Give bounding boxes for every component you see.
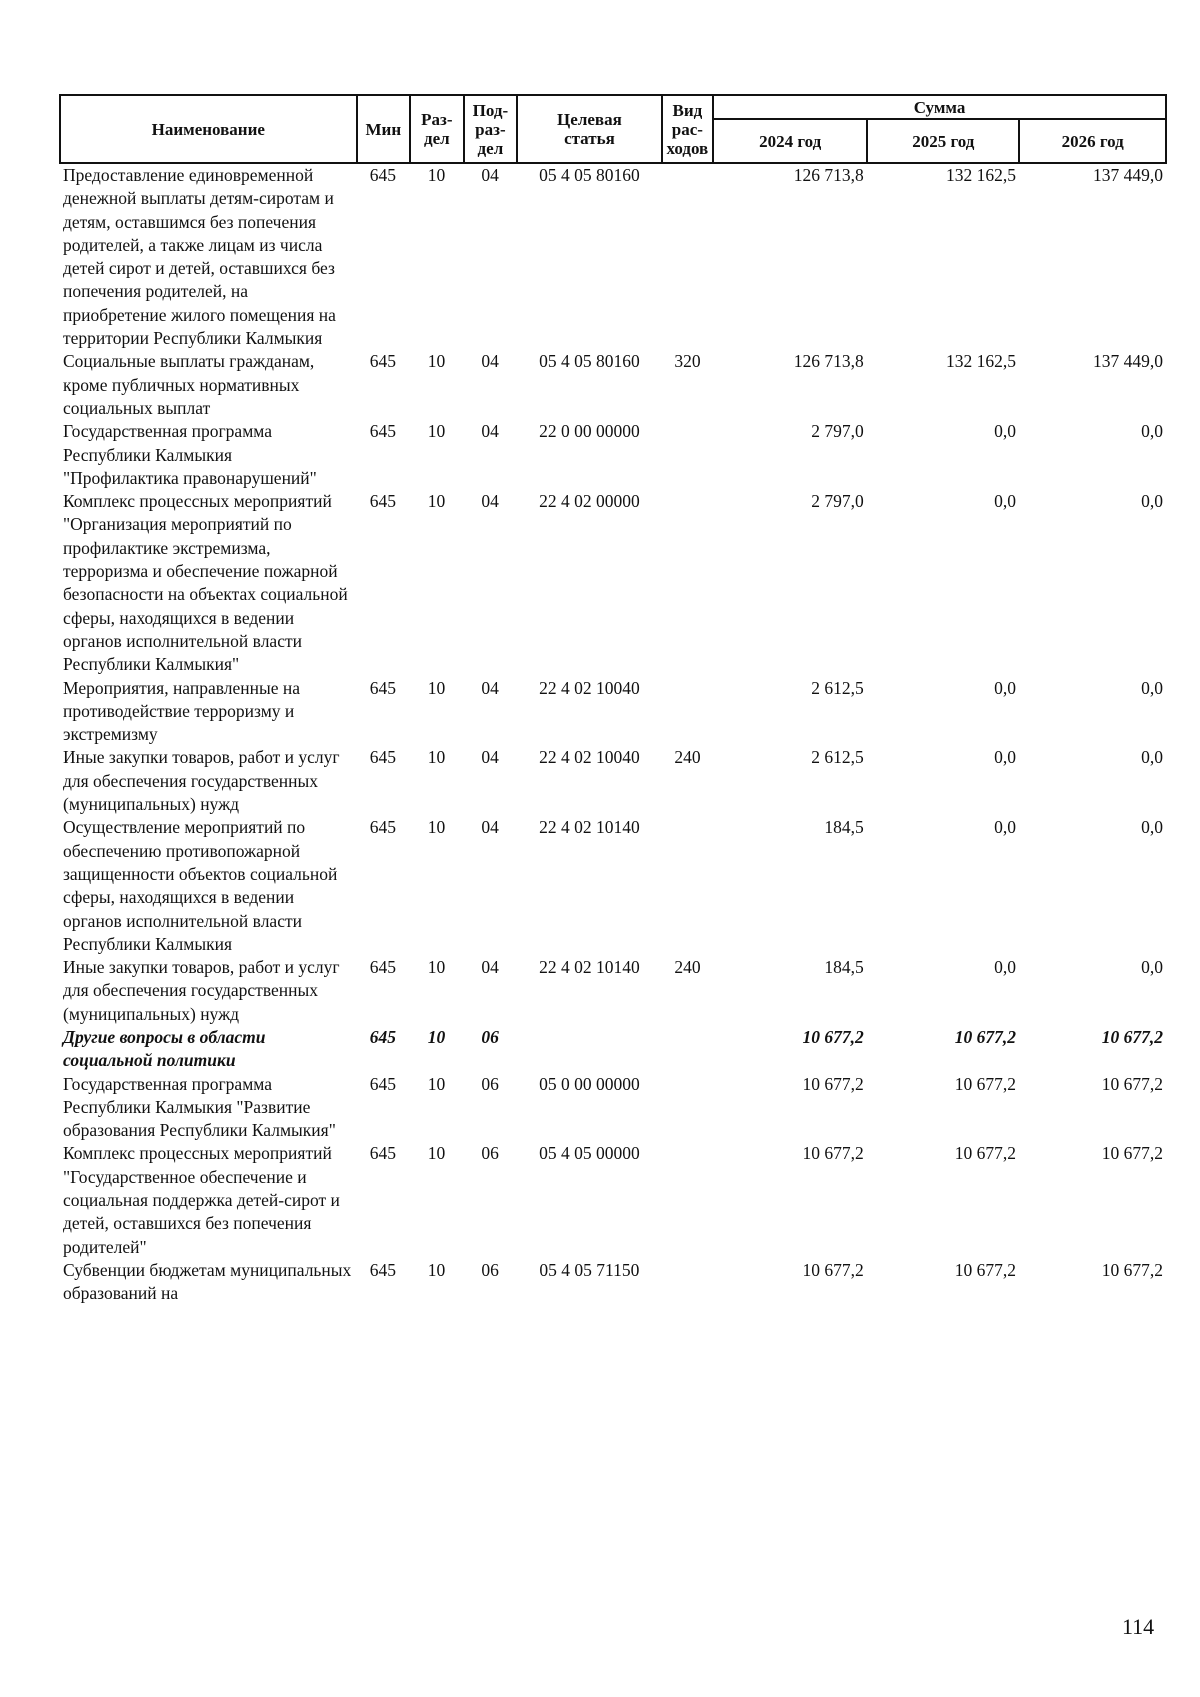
row-razdel: 10 <box>427 1143 446 1164</box>
row-sum-2024: 10 677,2 <box>802 1143 864 1164</box>
row-sum-2026: 0,0 <box>1141 747 1163 768</box>
row-sum-2026: 0,0 <box>1141 957 1163 978</box>
row-vid-rashodov: 240 <box>674 957 701 978</box>
row-sum-2026: 10 677,2 <box>1101 1259 1163 1280</box>
row-sum-2024: 126 713,8 <box>793 351 864 372</box>
row-name: Иные закупки товаров, работ и услуг для обеспечения государственных (муниципальных) нужд <box>63 957 340 1024</box>
row-razdel: 10 <box>427 957 446 978</box>
row-celevaya-statya: 22 4 02 00000 <box>539 491 640 512</box>
row-podrazdel: 04 <box>481 421 499 442</box>
row-name: Иные закупки товаров, работ и услуг для обеспечения государственных (муниципальных) нужд <box>63 747 340 815</box>
row-podrazdel: 04 <box>481 165 499 185</box>
row-sum-2026: 10 677,2 <box>1101 1073 1163 1094</box>
row-name: Предоставление единовременной денежной выплаты детям-сиротам и детям, оставшимся без попечения родителей, а также лицам из числа детей сирот и детей, оставшихся без попечения родителей, на приобретение жилого помещения на территории Республики Калмыкия <box>63 165 336 349</box>
row-sum-2025: 0,0 <box>994 957 1017 978</box>
row-sum-2024: 2 612,5 <box>811 747 864 768</box>
row-razdel: 10 <box>427 747 446 768</box>
row-podrazdel: 06 <box>481 1073 499 1094</box>
row-sum-2026: 0,0 <box>1141 421 1163 442</box>
row-sum-2025: 132 162,5 <box>946 165 1017 185</box>
row-celevaya-statya: 22 0 00 00000 <box>539 421 640 442</box>
row-celevaya-statya <box>517 1026 662 1073</box>
table-row <box>59 1073 1167 1143</box>
row-name: Государственная программа Республики Калмыкия "Профилактика правонарушений" <box>63 421 317 488</box>
table-header <box>59 94 1167 164</box>
row-sum-2026: 0,0 <box>1141 677 1163 698</box>
row-sum-2024: 2 797,0 <box>811 421 864 442</box>
page-number: 114 <box>1122 1614 1155 1639</box>
row-vid-rashodov <box>662 1026 713 1073</box>
row-celevaya-statya: 05 4 05 80160 <box>539 165 640 185</box>
header-razdel: Раз- дел <box>410 95 464 163</box>
row-name: Осуществление мероприятий по обеспечению противопожарной защищенности объектов социальной сферы, находящихся в ведении органов исполнительной власти Республики Калмыкия <box>63 817 338 954</box>
row-name: Комплекс процессных мероприятий "Организация мероприятий по профилактике экстремизма, терроризма и обеспечение пожарной безопасности на объектах социальной сферы, находящихся в ведении органов исполнительной власти Республики Калмыкия" <box>63 491 348 675</box>
row-sum-2025: 0,0 <box>994 747 1017 768</box>
row-podrazdel: 04 <box>481 817 499 838</box>
row-podrazdel: 04 <box>481 351 499 372</box>
table-row <box>59 1026 1167 1073</box>
row-min: 645 <box>369 491 397 512</box>
row-razdel: 10 <box>427 1073 446 1094</box>
table-row <box>59 164 1167 350</box>
row-min: 645 <box>369 1259 397 1280</box>
row-razdel: 10 <box>427 351 446 372</box>
row-sum-2026: 10 677,2 <box>1101 1026 1163 1047</box>
header-2025: 2025 год <box>867 119 1019 163</box>
table-body <box>59 164 1167 1306</box>
row-min: 645 <box>369 957 397 978</box>
header-min: Мин <box>357 95 411 163</box>
row-sum-2025: 10 677,2 <box>954 1026 1017 1047</box>
row-sum-2025: 0,0 <box>994 677 1017 698</box>
row-razdel: 10 <box>427 165 446 185</box>
row-podrazdel: 06 <box>481 1143 499 1164</box>
table-row <box>59 816 1167 956</box>
row-sum-2026: 137 449,0 <box>1093 165 1163 185</box>
header-2024: 2024 год <box>713 119 867 163</box>
row-vid-rashodov: 240 <box>674 747 701 768</box>
row-sum-2026: 137 449,0 <box>1093 351 1163 372</box>
row-sum-2024: 10 677,2 <box>802 1026 864 1047</box>
row-sum-2024: 126 713,8 <box>793 165 864 185</box>
row-vid-rashodov <box>662 677 713 747</box>
header-podrazdel: Под- раз- дел <box>464 95 518 163</box>
row-sum-2025: 10 677,2 <box>954 1143 1017 1164</box>
table-row <box>59 350 1167 420</box>
row-celevaya-statya: 22 4 02 10140 <box>539 957 640 978</box>
row-name: Социальные выплаты гражданам, кроме публичных нормативных социальных выплат <box>63 351 315 418</box>
row-sum-2024: 10 677,2 <box>802 1073 864 1094</box>
row-vid-rashodov <box>662 816 713 956</box>
row-podrazdel: 04 <box>481 747 499 768</box>
row-celevaya-statya: 05 4 05 00000 <box>539 1143 640 1164</box>
row-min: 645 <box>369 817 397 838</box>
row-razdel: 10 <box>427 677 446 698</box>
row-razdel: 10 <box>427 421 446 442</box>
row-min: 645 <box>369 1143 397 1164</box>
row-sum-2024: 184,5 <box>824 817 864 838</box>
row-min: 645 <box>369 677 397 698</box>
budget-table-page <box>59 94 1167 1306</box>
row-vid-rashodov <box>662 490 713 676</box>
row-sum-2025: 10 677,2 <box>954 1073 1017 1094</box>
row-celevaya-statya: 05 4 05 80160 <box>539 351 640 372</box>
row-celevaya-statya: 22 4 02 10040 <box>539 677 640 698</box>
row-min: 645 <box>369 421 397 442</box>
row-podrazdel: 04 <box>481 491 499 512</box>
table-row <box>59 956 1167 1026</box>
row-sum-2025: 0,0 <box>994 817 1017 838</box>
row-celevaya-statya: 22 4 02 10040 <box>539 747 640 768</box>
row-podrazdel: 06 <box>481 1259 499 1280</box>
row-podrazdel: 04 <box>481 957 499 978</box>
row-sum-2025: 0,0 <box>994 421 1017 442</box>
table-row <box>59 677 1167 747</box>
row-name: Государственная программа Республики Калмыкия "Развитие образования Республики Калмыкия" <box>63 1073 336 1141</box>
table-row <box>59 746 1167 816</box>
row-sum-2024: 184,5 <box>824 957 864 978</box>
row-min: 645 <box>369 1073 397 1094</box>
table-row <box>59 1259 1167 1306</box>
row-name: Мероприятия, направленные на противодействие терроризму и экстремизму <box>63 677 301 745</box>
row-vid-rashodov <box>662 1259 713 1306</box>
row-sum-2024: 2 797,0 <box>811 491 864 512</box>
row-sum-2025: 132 162,5 <box>946 351 1017 372</box>
row-vid-rashodov <box>662 1142 713 1258</box>
row-vid-rashodov <box>662 1073 713 1143</box>
row-sum-2024: 2 612,5 <box>811 677 864 698</box>
row-razdel: 10 <box>427 817 446 838</box>
row-razdel: 10 <box>427 1026 446 1047</box>
row-celevaya-statya: 05 4 05 71150 <box>539 1259 640 1280</box>
row-min: 645 <box>369 165 397 185</box>
header-celevaya-statya: Целевая статья <box>517 95 662 163</box>
table-row <box>59 1142 1167 1258</box>
row-sum-2026: 0,0 <box>1141 817 1163 838</box>
row-podrazdel: 06 <box>481 1026 499 1047</box>
row-name: Другие вопросы в области социальной политики <box>63 1026 266 1071</box>
row-min: 645 <box>369 351 397 372</box>
row-vid-rashodov: 320 <box>674 351 701 372</box>
row-min: 645 <box>369 1026 397 1047</box>
row-sum-2026: 0,0 <box>1141 491 1163 512</box>
row-name: Субвенции бюджетам муниципальных образований на <box>63 1259 352 1304</box>
header-vid-rashodov: Вид рас- ходов <box>662 95 713 163</box>
row-razdel: 10 <box>427 491 446 512</box>
row-podrazdel: 04 <box>481 677 499 698</box>
row-name: Комплекс процессных мероприятий "Государственное обеспечение и социальная поддержка детей-сирот и детей, оставшихся без попечения родителей" <box>63 1143 340 1257</box>
row-sum-2024: 10 677,2 <box>802 1259 864 1280</box>
row-sum-2025: 0,0 <box>994 491 1017 512</box>
header-summa: Сумма <box>713 95 1166 119</box>
header-name: Наименование <box>60 95 357 163</box>
row-sum-2025: 10 677,2 <box>954 1259 1017 1280</box>
row-celevaya-statya: 05 0 00 00000 <box>539 1073 640 1094</box>
row-min: 645 <box>369 747 397 768</box>
row-vid-rashodov <box>662 420 713 490</box>
table-row <box>59 420 1167 490</box>
header-2026: 2026 год <box>1019 119 1166 163</box>
row-razdel: 10 <box>427 1259 446 1280</box>
row-vid-rashodov <box>662 164 713 350</box>
row-sum-2026: 10 677,2 <box>1101 1143 1163 1164</box>
table-row <box>59 490 1167 676</box>
row-celevaya-statya: 22 4 02 10140 <box>539 817 640 838</box>
